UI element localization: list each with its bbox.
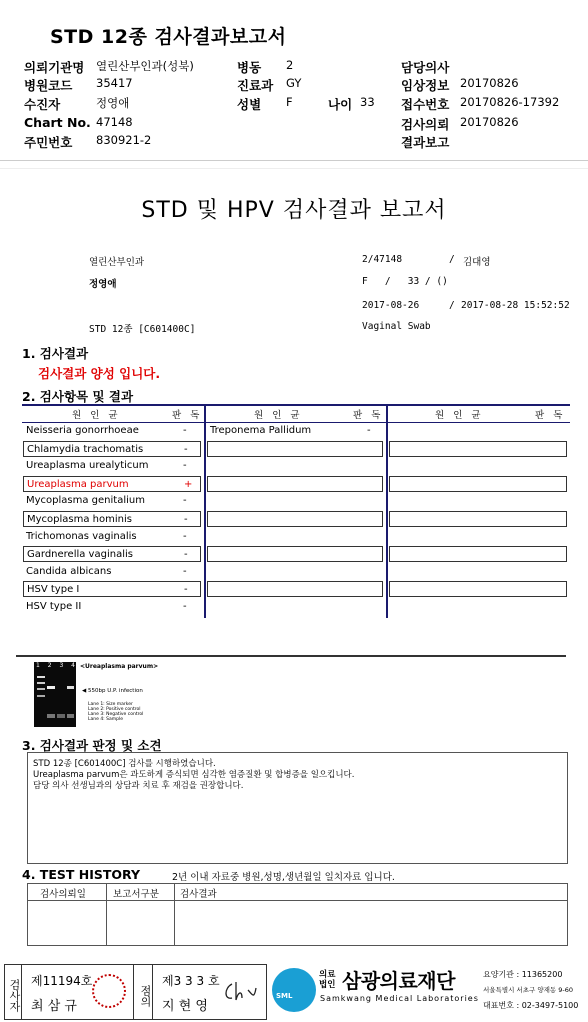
col3-judge-header: 판 독 — [535, 410, 566, 421]
org-info-address: 서울특별시 서초구 양재동 9-60 — [483, 986, 574, 994]
signer2-role: 점의 — [133, 964, 153, 1020]
pathogen-name: Candida albicans — [26, 565, 112, 577]
org-info-code: 요양기관 : 11365200 — [483, 970, 563, 979]
report-patient: 정영애 — [89, 279, 117, 290]
pathogen-result: + — [184, 478, 193, 490]
empty-result-box — [389, 441, 567, 457]
history-divider — [174, 884, 175, 945]
sml-logo-icon — [272, 968, 316, 1012]
value-patient: 정영애 — [96, 96, 130, 110]
pathogen-result: - — [183, 495, 187, 507]
pathogen-result: - — [184, 443, 188, 455]
report-hospital: 열린산부인과 — [89, 257, 145, 268]
gel-bands — [34, 662, 76, 727]
section3-title: 3. 검사결과 판정 및 소견 — [22, 738, 162, 753]
report-date-sep: / — [449, 300, 455, 311]
empty-result-box — [389, 581, 567, 597]
pathogen-name: Chlamydia trachomatis — [27, 443, 144, 455]
pathogen-result: - — [183, 565, 187, 577]
value-hospital-code: 35417 — [96, 76, 133, 90]
opinion-line: Ureaplasma parvum은 과도하게 증식되면 심각한 염증질환 및 합병증을 일으킵니다. — [33, 770, 355, 780]
gel-title: <Ureaplasma parvum> — [80, 663, 159, 670]
col2-pathogen-header: 원 인 균 — [254, 410, 303, 421]
pathogen-name: HSV type II — [26, 601, 82, 612]
result-row — [23, 511, 201, 527]
section4-note: 2년 이내 자료중 병원,성명,생년월일 일치자료 입니다. — [172, 872, 395, 883]
pathogen-result: - — [184, 584, 188, 596]
label-department: 진료과 — [237, 78, 274, 93]
history-col-result: 검사결과 — [180, 889, 217, 900]
empty-result-box — [389, 476, 567, 492]
gel-legend-line: Lane 2: Positive control — [88, 707, 141, 712]
empty-result-box — [207, 441, 383, 457]
pathogen-name: Neisseria gonorrhoeae — [26, 425, 139, 436]
gel-legend-line: Lane 4: Sample — [88, 717, 123, 722]
pathogen-name: Trichomonas vaginalis — [26, 530, 137, 542]
history-col-request-date: 검사의뢰일 — [40, 889, 86, 900]
org-name: 삼광의료재단 — [342, 969, 455, 993]
result-row — [23, 458, 201, 474]
signer2-name: 지 현 영 — [162, 999, 208, 1014]
label-chart-no: Chart No. — [24, 115, 91, 130]
pathogen-name: Ureaplasma urealyticum — [26, 460, 149, 472]
col2-judge-header: 판 독 — [353, 410, 384, 421]
opinion-line: STD 12종 [C601400C] 검사를 시행하였습니다. — [33, 759, 216, 769]
header-divider — [0, 160, 588, 161]
pathogen-name: Gardnerella vaginalis — [27, 549, 133, 561]
empty-result-box — [207, 581, 383, 597]
grid-divider-2 — [386, 404, 388, 618]
sml-logo-text: SML — [276, 992, 293, 1000]
label-hospital-code: 병원코드 — [24, 78, 73, 93]
signer2-license: 제3 3 3 호 — [162, 974, 220, 988]
pathogen-name: HSV type I — [27, 584, 80, 596]
result-row — [23, 423, 201, 439]
gel-band-label: ◀ 550bp U.P. infection — [82, 688, 143, 694]
opinion-line: 담당 의사 선생님과의 상담과 치료 후 재검을 권장합니다. — [33, 781, 244, 791]
col1-pathogen-header: 원 인 균 — [72, 410, 121, 421]
empty-result-box — [207, 546, 383, 562]
label-resident-no: 주민번호 — [24, 135, 73, 150]
section1-result: 검사결과 양성 입니다. — [38, 366, 161, 381]
signature-icon — [222, 980, 258, 1004]
footer — [0, 962, 588, 1022]
label-ward: 병동 — [237, 60, 262, 75]
value-clinical-info: 20170826 — [460, 76, 519, 90]
result-row — [23, 441, 201, 457]
result-row — [23, 564, 201, 580]
empty-result-box — [389, 546, 567, 562]
opinion-box — [27, 752, 568, 864]
org-prefix-line2: 법인 — [319, 980, 336, 990]
official-seal-icon — [92, 974, 126, 1008]
pathogen-result: - — [183, 425, 187, 436]
result-row — [23, 599, 201, 615]
report-chart: 2/47148 — [362, 254, 403, 265]
result-row — [23, 493, 201, 509]
label-receipt-no: 접수번호 — [401, 97, 450, 112]
history-header — [28, 884, 567, 901]
report-title: STD 및 HPV 검사결과 보고서 — [141, 198, 447, 223]
col1-judge-header: 판 독 — [172, 410, 203, 421]
gel-legend-line: Lane 1: Size marker — [88, 702, 133, 707]
gel-electrophoresis-image — [34, 662, 76, 727]
col2-item — [207, 423, 382, 439]
value-age: 33 — [360, 95, 375, 109]
empty-result-box — [389, 511, 567, 527]
pathogen-result: - — [183, 601, 187, 612]
pathogen-result: - — [183, 530, 187, 542]
value-sex: F — [286, 95, 293, 109]
report-sex-age: F / 33 / () — [362, 276, 448, 287]
report-doctor-sep: / — [449, 254, 455, 265]
signer1-role: 검사자 — [4, 964, 22, 1020]
label-test-request: 검사의뢰 — [401, 117, 450, 132]
results-grid — [22, 404, 570, 618]
pathogen-name: Ureaplasma parvum — [27, 478, 129, 490]
report-doctor: 김대영 — [463, 257, 491, 268]
label-sex: 성별 — [237, 97, 262, 112]
pathogen-name: Mycoplasma genitalium — [26, 495, 145, 507]
history-col-report-type: 보고서구분 — [113, 889, 159, 900]
value-requester: 열린산부인과(성북) — [96, 59, 194, 73]
section2-title: 2. 검사항목 및 결과 — [22, 389, 134, 404]
gel-legend — [88, 702, 143, 722]
section1-title: 1. 검사결과 — [22, 346, 89, 361]
label-clinical-info: 임상정보 — [401, 78, 450, 93]
value-receipt-no: 20170826-17392 — [460, 95, 560, 109]
result-row — [23, 546, 201, 562]
grid-divider-1 — [204, 404, 206, 618]
signer1-license: 제11194호 — [31, 974, 93, 988]
label-result-report: 결과보고 — [401, 135, 450, 150]
pathogen-result: - — [184, 549, 188, 561]
value-chart-no: 47148 — [96, 115, 133, 129]
empty-result-box — [207, 511, 383, 527]
value-test-request: 20170826 — [460, 115, 519, 129]
result-row — [23, 581, 201, 597]
label-age: 나이 — [328, 97, 353, 112]
document-title: STD 12종 검사결과보고서 — [50, 26, 287, 48]
label-requester: 의뢰기관명 — [24, 60, 85, 75]
gel-legend-line: Lane 3: Negative control — [88, 712, 144, 717]
empty-result-box — [207, 476, 383, 492]
col2-item-value: - — [367, 425, 371, 436]
label-patient: 수진자 — [24, 97, 61, 112]
gel-lane-numbers: 1 2 3 4 — [36, 662, 78, 669]
report-date-reported: 2017-08-28 15:52:52 — [461, 300, 570, 311]
org-prefix — [319, 970, 335, 990]
signer1-name: 최 삼 규 — [31, 999, 77, 1014]
org-info-phone: 대표번호 : 02-3497-5100 — [483, 1001, 579, 1010]
org-prefix-line1: 의료 — [319, 970, 336, 980]
result-row — [23, 529, 201, 545]
value-ward: 2 — [286, 58, 294, 72]
header-divider-2 — [0, 168, 588, 169]
history-table — [27, 883, 568, 946]
col2-item-name: Treponema Pallidum — [210, 425, 312, 436]
value-resident-no: 830921-2 — [96, 133, 152, 147]
col3-pathogen-header: 원 인 균 — [435, 410, 484, 421]
org-name-en: Samkwang Medical Laboratories — [320, 994, 479, 1003]
pathogen-result: - — [184, 514, 188, 525]
pathogen-name: Mycoplasma hominis — [27, 514, 132, 525]
report-specimen: Vaginal Swab — [362, 321, 431, 332]
pathogen-result: - — [183, 460, 187, 472]
report-test-code: STD 12종 [C601400C] — [89, 324, 196, 335]
history-divider — [106, 884, 107, 945]
result-row — [23, 476, 201, 492]
value-department: GY — [286, 76, 302, 90]
label-doctor: 담당의사 — [401, 60, 450, 75]
report-date-received: 2017-08-26 — [362, 300, 420, 311]
opinion-text — [33, 759, 354, 792]
section4-title: 4. TEST HISTORY — [22, 867, 141, 882]
